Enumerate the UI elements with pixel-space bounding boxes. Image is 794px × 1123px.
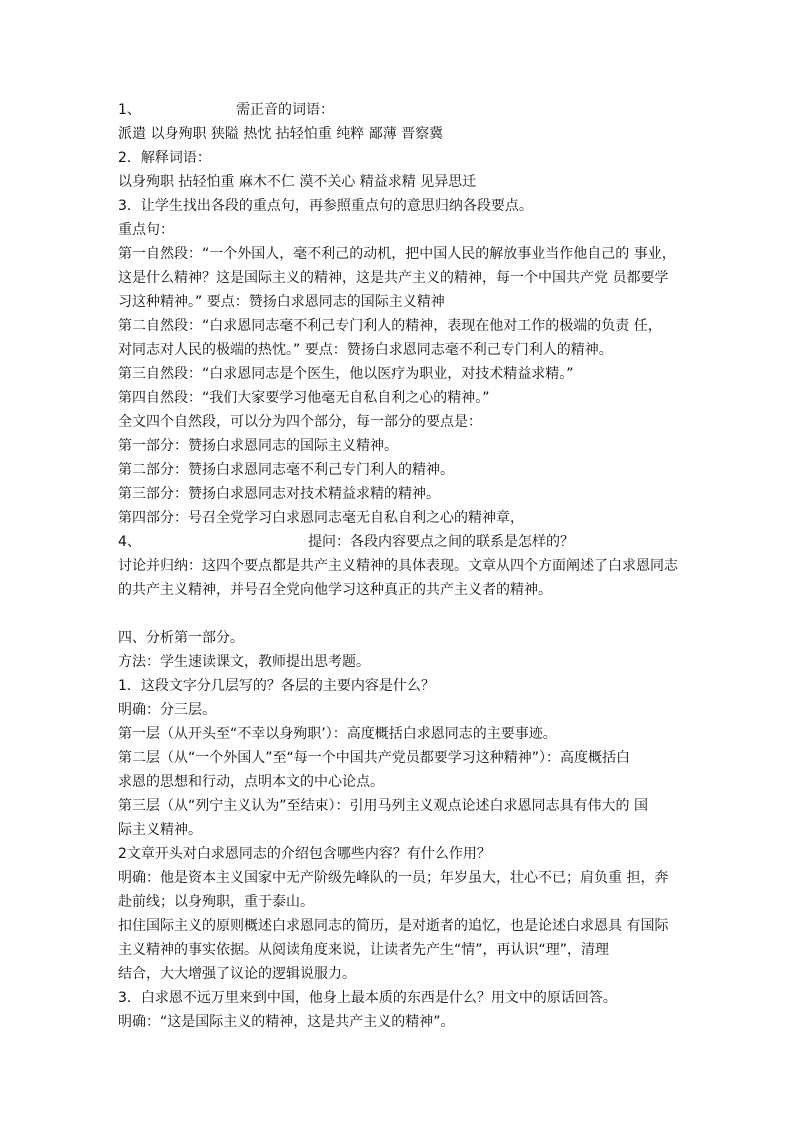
item-number: 4、 [118, 534, 141, 550]
line-17: 第三部分：赞扬白求恩同志对技术精益求精的精神。 [118, 486, 440, 502]
line-23: 四、分析第一部分。 [118, 630, 244, 646]
line-2: 派遣 以身殉职 狭隘 热忱 拈轻怕重 纯粹 鄙薄 晋察冀 [118, 126, 444, 142]
line-34: 赴前线；以身殉职，重于泰山。 [118, 894, 314, 910]
line-6: 重点句： [118, 222, 174, 238]
line-1 [118, 98, 688, 122]
line-26: 明确：分三层。 [118, 702, 216, 718]
item-number: 1、 [118, 102, 141, 118]
line-11: 对同志对人民的极端的热忱。” 要点：赞扬白求恩同志毫不利己专门利人的精神。 [118, 342, 613, 358]
line-9: 习这种精神。” 要点：赞扬白求恩同志的国际主义精神 [118, 294, 445, 310]
line-7: 第一自然段：“一个外国人，毫不利己的动机，把中国人民的解放事业当作他自己的 事业， [118, 246, 676, 262]
line-33: 明确：他是资本主义国家中无产阶级先峰队的一员；年岁虽大，壮心不已；肩负重 担，奔 [118, 870, 669, 886]
line-text: 提问：各段内容要点之间的联系是怎样的？ [308, 534, 574, 550]
line-8: 这是什么精神？这是国际主义的精神，这是共产主义的精神，每一个中国共产党 员都要学 [118, 270, 669, 286]
line-28: 第二层（从“一个外国人”至“每一个中国共产党员都要学习这种精神”）：高度概括白 [118, 750, 631, 766]
line-4: 以身殉职 拈轻怕重 麻木不仁 漠不关心 精益求精 见异思迁 [118, 174, 477, 190]
line-10: 第二自然段：“白求恩同志毫不利己专门利人的精神，表现在他对工作的极端的负责 任， [118, 318, 662, 334]
line-20: 讨论并归纳：这四个要点都是共产主义精神的具体表现。文章从四个方面阐述了白求恩同志 [118, 558, 678, 574]
blank-line [118, 602, 688, 626]
line-5: 3．让学生找出各段的重点句，再参照重点句的意思归纳各段要点。 [118, 198, 533, 214]
line-12: 第三自然段：“白求恩同志是个医生，他以医疗为职业，对技术精益求精。” [118, 366, 574, 382]
line-32: 2文章开头对白求恩同志的介绍包含哪些内容？有什么作用？ [118, 846, 491, 862]
line-36: 主义精神的事实依据。从阅读角度来说，让读者先产生“情”，再认识“理”，清理 [118, 942, 610, 958]
line-13: 第四自然段：“我们大家要学习他毫无自私自利之心的精神。” [118, 390, 490, 406]
line-24: 方法：学生速读课文，教师提出思考题。 [118, 654, 370, 670]
line-35: 扣住国际主义的原则概述白求恩同志的简历，是对逝者的追忆，也是论述白求恩具 有国际 [118, 918, 669, 934]
line-27: 第一层（从开头至“不幸以身殉职’）：高度概括白求恩同志的主要事迹。 [118, 726, 557, 742]
line-16: 第二部分：赞扬白求恩同志毫不利己专门利人的精神。 [118, 462, 454, 478]
line-18: 第四部分：号召全党学习白求恩同志毫无自私自利之心的精神章， [118, 510, 524, 526]
line-37: 结合，大大增强了议论的逻辑说服力。 [118, 966, 356, 982]
line-19 [118, 530, 688, 554]
line-3: 2．解释词语： [118, 150, 211, 166]
line-39: 明确：“这是国际主义的精神，这是共产主义的精神”。 [118, 1014, 455, 1030]
line-text: 需正音的词语： [236, 102, 334, 118]
line-29: 求恩的思想和行动，点明本文的中心论点。 [118, 774, 384, 790]
line-31: 际主义精神。 [118, 822, 202, 838]
line-30: 第三层（从“列宁主义认为”至结束）：引用马列主义观点论述白求恩同志具有伟大的 国 [118, 798, 648, 814]
line-21: 的共产主义精神，并号召全党向他学习这种真正的共产主义者的精神。 [118, 582, 552, 598]
line-15: 第一部分：赞扬白求恩同志的国际主义精神。 [118, 438, 398, 454]
line-14: 全文四个自然段，可以分为四个部分，每一部分的要点是： [118, 414, 482, 430]
line-38: 3．白求恩不远万里来到中国，他身上最本质的东西是什么？用文中的原话回答。 [118, 990, 617, 1006]
line-25: 1．这段文字分几层写的？各层的主要内容是什么？ [118, 678, 435, 694]
